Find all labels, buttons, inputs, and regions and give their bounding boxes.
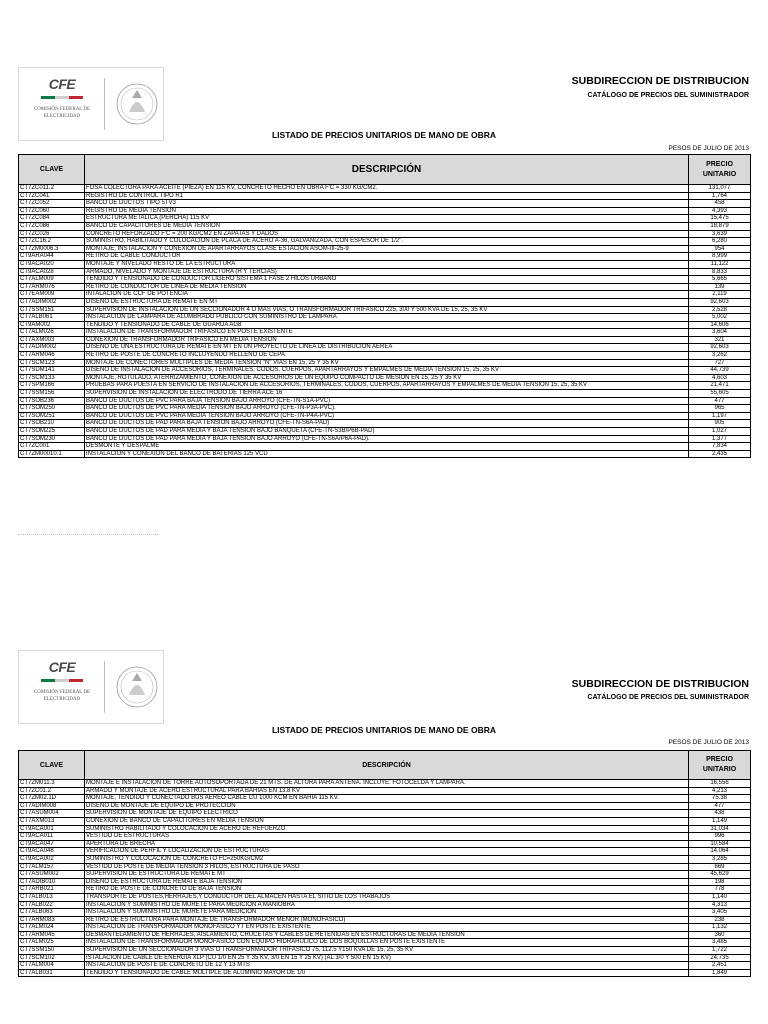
descripcion-cell: BANCO DE DUCTOS DE PVC PARA MEDIA TENSION BAJO ARROYO (CFE-TN-P3A-PVC). xyxy=(85,405,689,413)
descripcion-cell: RETIRO DE POSTE DE CONCRETO DE BAJA TENSION xyxy=(85,886,689,894)
precio-cell: 2,528 xyxy=(689,306,751,314)
clave-cell: CT7ARM083 xyxy=(19,916,85,924)
descripcion-cell: BANCO DE DUCTOS DE PAD PARA BAJA TENSION BAJO ARROYO (CFE-TN-S6A-PAD) xyxy=(85,420,689,428)
precio-cell: 10,584 xyxy=(689,840,751,848)
clave-cell: CT7ZC16.2 xyxy=(19,238,85,246)
clave-cell: CT7SOM250 xyxy=(19,405,85,413)
table-row xyxy=(19,306,751,314)
precio-cell: 778 xyxy=(689,886,751,894)
header-title: SUBDIRECCION DE DISTRIBUCION xyxy=(571,75,749,87)
precio-cell: 44,739 xyxy=(689,367,751,375)
precio-cell: 92,603 xyxy=(689,344,751,352)
table-row xyxy=(19,344,751,352)
table-row xyxy=(19,931,751,939)
table-row xyxy=(19,397,751,405)
precio-cell: 18,879 xyxy=(689,222,751,230)
national-seal-icon xyxy=(115,659,159,715)
precio-label: PRECIO xyxy=(706,756,733,763)
precio-cell: 131,077 xyxy=(689,185,751,193)
price-table xyxy=(18,154,751,458)
descripcion-cell: RETIRO DE POSTE DE CONCRETO INCLUYENDO RELLENO DE CEPA xyxy=(85,352,689,360)
clave-cell: CT7ZC086 xyxy=(19,222,85,230)
logo-divider xyxy=(104,78,105,130)
table-row xyxy=(19,443,751,451)
clave-cell: CT7ADIM002 xyxy=(19,344,85,352)
descripcion-cell: MONTAJE Y NIVELADO RESTO DE LA ESTRUCTURA xyxy=(85,260,689,268)
table-row xyxy=(19,969,751,977)
table-row xyxy=(19,253,751,261)
descripcion-cell: INSTALACIÓN DE TRANSFORMADOR MONOFASICO CON EQUIPO HIDRAHULICO DE DOS BOQUILLAS EN POSTE EXISTENTE xyxy=(85,939,689,947)
descripcion-cell: TENDIDO Y TENSIONADO DE CONDUCTOR LIGERO SISTEMA 1 FASE 2 HILOS URBANO xyxy=(85,276,689,284)
descripcion-cell: INSTALACION DE TRANSFORMADOR TRIFASICO EN POSTE EXISTENTE xyxy=(85,329,689,337)
descripcion-cell: MONTAJE, ROTULADO, ATERRIZAMIENTO, CONEXION DE ACCESORIOS DE UN EQUIPO COMPACTO DE MESION EN 15, 25 Y 35 KV xyxy=(85,374,689,382)
clave-cell: CT7SOM225 xyxy=(19,428,85,436)
clave-cell: CT7ADIM008 xyxy=(19,802,85,810)
clave-cell: CT7ALB031 xyxy=(19,969,85,977)
table-row xyxy=(19,314,751,322)
clave-cell: CT7SOM230 xyxy=(19,435,85,443)
descripcion-cell: BANCO DE DUCTOS DE PVC PARA MEDIA TENSION BAJO ARROYO (CFE-TN-P4A-PVC) xyxy=(85,412,689,420)
clave-cell: CT7SSM151 xyxy=(19,306,85,314)
clave-cell: CT7ZC084 xyxy=(19,215,85,223)
table-row xyxy=(19,855,751,863)
precio-cell: 92,603 xyxy=(689,298,751,306)
table-row xyxy=(19,283,751,291)
cfe-logo-text: CFE xyxy=(48,659,76,675)
clave-cell: CT7ZC060 xyxy=(19,207,85,215)
descripcion-cell: VESTIDO DE POSTE DE MEDIA TENSION 3 HILOS, ESTRUCTURA DE PASO xyxy=(85,863,689,871)
table-row xyxy=(19,420,751,428)
precio-cell: 1,377 xyxy=(689,435,751,443)
table-row xyxy=(19,428,751,436)
clave-cell: CT7ZC026 xyxy=(19,230,85,238)
clave-cell: CT7ALM009 xyxy=(19,276,85,284)
clave-cell: CT7SCM133 xyxy=(19,374,85,382)
table-row xyxy=(19,215,751,223)
precio-cell: 3,285 xyxy=(689,855,751,863)
precio-cell: 965 xyxy=(689,405,751,413)
table-row xyxy=(19,260,751,268)
clave-cell: CT7SOB210 xyxy=(19,420,85,428)
descripcion-cell: FOSA COLECTORA PARA ACEITE (PIEZA) EN 115 KV, CONCRETO HECHO EN OBRA F'C = 330 KG/CM2. xyxy=(85,185,689,193)
descripcion-cell: SUMINISTRO HABILITADO Y COLOCACION DE ACERO DE REFUERZO xyxy=(85,825,689,833)
clave-cell: CT9ACA011 xyxy=(19,833,85,841)
table-row xyxy=(19,412,751,420)
table-row xyxy=(19,893,751,901)
precio-cell: 16,556 xyxy=(689,780,751,788)
clave-header: CLAVE xyxy=(19,751,85,780)
descripcion-cell: DESMONTE Y DESPALME xyxy=(85,443,689,451)
precio-cell: 1,722 xyxy=(689,947,751,955)
precio-cell: 4,393 xyxy=(689,207,751,215)
precio-cell: 5,002 xyxy=(689,314,751,322)
descripcion-cell: RETIRO DE ESTRUCTURA PARA MONTAJE DE TRANSFORMADOR MENOR (MONOFASICO) xyxy=(85,916,689,924)
unitario-label: UNITARIO xyxy=(702,170,737,178)
clave-cell: CT7SOB236 xyxy=(19,397,85,405)
table-row xyxy=(19,848,751,856)
table-row xyxy=(19,886,751,894)
precio-cell: 2,119 xyxy=(689,291,751,299)
table-row xyxy=(19,359,751,367)
clave-cell: CT7ZC011.2 xyxy=(19,185,85,193)
table-row xyxy=(19,825,751,833)
precio-cell: 139 xyxy=(689,283,751,291)
descripcion-cell: INSTALACION Y CONEXION DEL BANCO DE BATERIAS 125 VCD xyxy=(85,450,689,458)
table-row xyxy=(19,390,751,398)
header-title: SUBDIRECCION DE DISTRIBUCION xyxy=(571,678,749,690)
descripcion-cell: DISENO DE ESTRUCTURA DE REMATE EN MT xyxy=(85,298,689,306)
logo-divider xyxy=(104,661,105,713)
clave-cell: CT7SCM123 xyxy=(19,359,85,367)
precio-cell: 321 xyxy=(689,336,751,344)
table-row xyxy=(19,924,751,932)
precio-cell: 198 xyxy=(689,878,751,886)
descripcion-cell: MONTAJE, INSTALACIÓN Y CONEXIÓN DE APARTARRAYOS CLASE ESTACIÓN ASOM-III-25-9 xyxy=(85,245,689,253)
descripcion-cell: VESTIDO DE ESTRUCTURAS xyxy=(85,833,689,841)
clave-cell: CT7ADIM002 xyxy=(19,298,85,306)
clave-cell: CT7ALB022 xyxy=(19,901,85,909)
descripcion-cell: ARMADO, NIVELADO Y MONTAJE DE ESTRUCTURA (H Y TERCIAS) xyxy=(85,268,689,276)
descripcion-cell: DISEÑO DE INSTALACIÓN DE ACCESORIOS, TERMINALES, CODOS, CUERPOS, APARTARRAYOS Y EMPALMES DE MEDIA TENSIÓN 15, 25, 35 KV xyxy=(85,367,689,375)
table-row xyxy=(19,298,751,306)
clave-header: CLAVE xyxy=(19,155,85,185)
clave-cell: CT7AXM003 xyxy=(19,336,85,344)
descripcion-cell: SUPERVISIÓN DE INSTALACIÓN DE ELECTRODO DE TIERRA ACE 16 xyxy=(85,390,689,398)
clave-cell: CT9ACA047 xyxy=(19,840,85,848)
clave-cell: CT7ALM025 xyxy=(19,939,85,947)
price-table-body xyxy=(19,185,751,458)
precio-label: PRECIO xyxy=(706,160,733,168)
table-row xyxy=(19,863,751,871)
table-row xyxy=(19,268,751,276)
table-row xyxy=(19,871,751,879)
descripcion-cell: ISTALACION DE CABLE DE ENERGÍA XLP (CU 1/0 EN 25 Y 35 KV, 3/0 EN 15 Y 25 KV) (AL 3/0 Y 500 EN 15 KV) xyxy=(85,954,689,962)
cfe-logo-stripe xyxy=(41,96,83,99)
descripcion-cell: REGISTRO DE MEDIA TENSION xyxy=(85,207,689,215)
cfe-logo-stripe xyxy=(41,679,83,682)
clave-cell: CT7SCM102 xyxy=(19,954,85,962)
clave-cell: CT7EAM009 xyxy=(19,291,85,299)
descripcion-cell: INSTALACION DE POSTE DE CONCRETO DE 12 Y 13 MTS xyxy=(85,962,689,970)
descripcion-cell: INSTALACION Y SUMINISTRO DE MURETE PARA MEDICION A MANIOBRA xyxy=(85,901,689,909)
precio-cell: 8,999 xyxy=(689,253,751,261)
table-row xyxy=(19,939,751,947)
clave-cell: CT9AM002 xyxy=(19,321,85,329)
clave-cell: CT7ARM045 xyxy=(19,931,85,939)
precio-cell: 21,471 xyxy=(689,382,751,390)
descripcion-cell: SUPERVISION DE MONTAJE DE EQUIPO ELECTRICO xyxy=(85,810,689,818)
clave-cell: CT7AXM013 xyxy=(19,817,85,825)
descripcion-cell: SUPERVISION DE ESTRUCTURA DE REMATE MT xyxy=(85,871,689,879)
precio-cell: 4,313 xyxy=(689,901,751,909)
descripcion-cell: BANCO DE DUCTOS DE PAD PARA MEDIA Y BAJA TENSION BAJO ARROYO (CFE-TN-S6A/P6A-PAD). xyxy=(85,435,689,443)
precio-cell: 6,280 xyxy=(689,238,751,246)
precio-cell: 11,122 xyxy=(689,260,751,268)
header-subtitle: CATÁLOGO DE PRECIOS DEL SUMINISTRADOR xyxy=(587,694,749,701)
precio-cell: 8,833 xyxy=(689,268,751,276)
precio-cell: 438 xyxy=(689,810,751,818)
page-footer-rule xyxy=(18,534,158,535)
precio-cell: 477 xyxy=(689,397,751,405)
cfe-logo-subtext: COMISIÓN FEDERAL DE ELECTRICIDAD xyxy=(33,107,91,119)
list-title: LISTADO DE PRECIOS UNITARIOS DE MANO DE OBRA xyxy=(271,725,496,735)
precio-cell: 458 xyxy=(689,200,751,208)
descripcion-cell: TENDIDO Y TENSIONADO DE CABLE MULTIPLE DE ALUMINIO MAYOR DE 1/0 xyxy=(85,969,689,977)
precio-cell: 1,132 xyxy=(689,924,751,932)
descripcion-cell: MONTAJE E INSTALACION DE TORRE AUTOSOPORTADA DE 21 MTS. DE ALTURA PARA ANTENA. INCLUYE: FOTOCELDA Y LAMPARA. xyxy=(85,780,689,788)
table-row xyxy=(19,909,751,917)
table-row xyxy=(19,795,751,803)
clave-cell: CT7ZM011.3 xyxy=(19,780,85,788)
clave-cell: CT7ZM02.1D xyxy=(19,795,85,803)
descripcion-cell: TRANSPORTE DE POSTES,HERRAJES,Y CONDUCTOR DEL ALMACEN HASTA EL SITIO DE LOS TRABAJOS xyxy=(85,893,689,901)
precio-cell: 2,435 xyxy=(689,450,751,458)
cfe-logo-text: CFE xyxy=(48,76,76,92)
descripcion-cell: CONEXION DE TRANSFORMADOR TRIFASICO EN MEDIA TENSION xyxy=(85,336,689,344)
table-row xyxy=(19,238,751,246)
precio-cell: 3,604 xyxy=(689,329,751,337)
descripcion-cell: APERTURA DE BRECHA xyxy=(85,840,689,848)
table-row xyxy=(19,962,751,970)
cfe-logo-subtext: COMISIÓN FEDERAL DE ELECTRICIDAD xyxy=(33,690,91,702)
table-row xyxy=(19,382,751,390)
precio-cell: 24,735 xyxy=(689,954,751,962)
precio-cell: 3,262 xyxy=(689,352,751,360)
precio-unitario-header xyxy=(689,155,751,185)
precio-cell: 14,064 xyxy=(689,848,751,856)
table-row xyxy=(19,840,751,848)
descripcion-cell: REGISTRO DE CONTROL TIPO R1 xyxy=(85,192,689,200)
clave-cell: CT9ACA028 xyxy=(19,268,85,276)
descripcion-cell: INSTALACIÓN DE LÁMPARA DE ALUMBRADO PÚBLICO CON SUMINISTRO DE LÁMPARA xyxy=(85,314,689,322)
descripcion-cell: BANCO DE CAPACITORES DE MEDIA TENSION xyxy=(85,222,689,230)
clave-cell: CT9ACA001 xyxy=(19,825,85,833)
precio-cell: 1,027 xyxy=(689,428,751,436)
descripcion-cell: VERIFICACION DE PERFIL Y LOCALIZACION DE ESTRUCTURAS xyxy=(85,848,689,856)
table-row xyxy=(19,352,751,360)
precio-cell: 3,485 xyxy=(689,939,751,947)
clave-cell: CT7ALB013 xyxy=(19,893,85,901)
national-seal-icon xyxy=(115,76,159,132)
table-row xyxy=(19,200,751,208)
clave-cell: CT7ALM026 xyxy=(19,329,85,337)
table-row xyxy=(19,817,751,825)
descripcion-cell: SUMINISTRO Y COLOCACION DE CONCRETO FC=250KG/CM2 xyxy=(85,855,689,863)
descripcion-cell: RETIRO DE CABLE CONDUCTOR xyxy=(85,253,689,261)
table-row xyxy=(19,222,751,230)
descripcion-cell: DISENO DE UNA ESTRUCTURA DE REMATE EN MT EN UN PROYECTO DE LINEA DE DISTRIBUCION AEREA xyxy=(85,344,689,352)
table-row xyxy=(19,878,751,886)
clave-cell: CT7ZC041 xyxy=(19,192,85,200)
precio-cell: 14,606 xyxy=(689,321,751,329)
precio-cell: 2,451 xyxy=(689,962,751,970)
precio-cell: 5,665 xyxy=(689,276,751,284)
clave-cell: CT7ZC001 xyxy=(19,443,85,451)
clave-cell: CT7ASUM004 xyxy=(19,810,85,818)
table-row xyxy=(19,435,751,443)
clave-cell: CT7ZM00010.1 xyxy=(19,450,85,458)
descripcion-header: DESCRIPCIÓN xyxy=(85,751,689,780)
clave-cell: CT7SSM150 xyxy=(19,947,85,955)
descripcion-cell: SUPERVISION DE UN SECCIONADOR 3 VIAS O TRANSFORMADOR TRIFASICO 75, 112.5 Y150 KVA DE 15, 25, 35 KV xyxy=(85,947,689,955)
table-row xyxy=(19,374,751,382)
clave-cell: CT7SDM141 xyxy=(19,367,85,375)
unitario-label: UNITARIO xyxy=(702,766,737,773)
table-row xyxy=(19,207,751,215)
clave-cell: CT7SPM166 xyxy=(19,382,85,390)
descripcion-cell: CONCRETO REFORZADO F'C = 200 KG/CM2 EN ZAPATAS Y DADOS xyxy=(85,230,689,238)
clave-cell: CT9ACA002 xyxy=(19,855,85,863)
precio-cell: 360 xyxy=(689,931,751,939)
clave-cell: CT7ASUM002 xyxy=(19,871,85,879)
table-row xyxy=(19,916,751,924)
clave-cell: CT9ARA044 xyxy=(19,253,85,261)
precio-cell: 1,764 xyxy=(689,192,751,200)
precio-cell: 45,629 xyxy=(689,871,751,879)
table-row xyxy=(19,367,751,375)
cfe-logo xyxy=(18,650,164,724)
table-row xyxy=(19,405,751,413)
price-date-label: PESOS DE JULIO DE 2013 xyxy=(668,739,749,746)
clave-cell: CT7ARM046 xyxy=(19,352,85,360)
descripcion-cell: SUPERVISION DE INSTALACION DE UN SECCIONADOR 4 O MAS VIAS, O TRANSFORMADOR TRIFASICO 225, 300 Y 500 KVA DE 15, 25, 35 KV xyxy=(85,306,689,314)
precio-cell: 905 xyxy=(689,420,751,428)
descripcion-header: DESCRIPCIÓN xyxy=(85,155,689,185)
precio-cell: 238 xyxy=(689,916,751,924)
precio-cell: 7,834 xyxy=(689,443,751,451)
descripcion-cell: RETIRO DE CONDUCTOR DE LINEA DE MEDIA TENSION xyxy=(85,283,689,291)
precio-cell: 4,603 xyxy=(689,374,751,382)
table-row xyxy=(19,329,751,337)
precio-cell: 477 xyxy=(689,802,751,810)
descripcion-cell: BANCO DE DUCTOS TIPO 5TV3 xyxy=(85,200,689,208)
table-row xyxy=(19,450,751,458)
descripcion-cell: CONEXION DE BANCO DE CAPACITORES EN MEDIA TENSION xyxy=(85,817,689,825)
descripcion-cell: DESMANTELAMIENTO DE HERRAJES, AISLAMIENTO, CRUCETAS Y CABLES DE RETENIDAS EN ESTRUCTURAS DE MEDIA TENSION xyxy=(85,931,689,939)
precio-cell: 669 xyxy=(689,863,751,871)
precio-cell: 3,639 xyxy=(689,230,751,238)
table-row xyxy=(19,833,751,841)
descripcion-cell: DISEÑO DE ESTRUCTURA DE REMATE BAJA TENSION xyxy=(85,878,689,886)
precio-cell: 954 xyxy=(689,245,751,253)
clave-cell: CT7SOM251 xyxy=(19,412,85,420)
header-subtitle: CATÁLOGO DE PRECIOS DEL SUMINISTRADOR xyxy=(587,92,749,99)
precio-cell: 15,475 xyxy=(689,215,751,223)
clave-cell: CT7ZC052 xyxy=(19,200,85,208)
descripcion-cell: BANCO DE DUCTOS DE PVC PARA BAJA TENSION BAJO ARROYO (CFE-TN-S1A-PVC) xyxy=(85,397,689,405)
table-row xyxy=(19,291,751,299)
precio-unitario-header xyxy=(689,751,751,780)
descripcion-cell: INSTALACION Y SUMINISTRO DE MURETE PARA MEDICIÓN xyxy=(85,909,689,917)
table-row xyxy=(19,810,751,818)
precio-cell: 55,605 xyxy=(689,390,751,398)
clave-cell: CT7ALM157 xyxy=(19,863,85,871)
clave-cell: CT7ZC01.2 xyxy=(19,787,85,795)
precio-cell: 3,405 xyxy=(689,909,751,917)
precio-cell: 1,140 xyxy=(689,893,751,901)
clave-cell: CT7SSM156 xyxy=(19,390,85,398)
table-row xyxy=(19,321,751,329)
table-row xyxy=(19,185,751,193)
table-row xyxy=(19,901,751,909)
descripcion-cell: BANCO DE DUCTOS DE PAD PARA MEDIA Y BAJA TENSION BAJO BANQUETA (CFE-TN-S3B/P6B-PAD) xyxy=(85,428,689,436)
table-row xyxy=(19,230,751,238)
precio-cell: 1,197 xyxy=(689,412,751,420)
descripcion-cell: INTALACION DE CCF DE POTENCIA xyxy=(85,291,689,299)
precio-cell: 75.38 xyxy=(689,795,751,803)
clave-cell: CT7ARM076 xyxy=(19,283,85,291)
table-row xyxy=(19,780,751,788)
descripcion-cell: ESTRUCTURA METALICA (PERCHA) 115 KV xyxy=(85,215,689,223)
precio-cell: 996 xyxy=(689,833,751,841)
descripcion-cell: MONTAJE DE CONECTORES MULTIPLES DE MEDIA TENSION "N" VIAS EN 15, 25 Y 35 KV xyxy=(85,359,689,367)
table-row xyxy=(19,245,751,253)
descripcion-cell: DISEÑO DE MONTAJE DE EQUIPO DE PROTECCION xyxy=(85,802,689,810)
clave-cell: CT7ARB021 xyxy=(19,886,85,894)
table-row xyxy=(19,192,751,200)
price-table-body xyxy=(19,780,751,977)
precio-cell: 727 xyxy=(689,359,751,367)
descripcion-cell: MONTAJE, TENDIDO Y CONECTADO BUS AEREO CABLE CU 1000 KCM EN BAHIA 115 KV. xyxy=(85,795,689,803)
clave-cell: CT7ALB061 xyxy=(19,314,85,322)
table-row xyxy=(19,276,751,284)
price-table xyxy=(18,750,751,977)
clave-cell: CT9ACA020 xyxy=(19,260,85,268)
precio-cell: 1,149 xyxy=(689,817,751,825)
descripcion-cell: ARMADO Y MONTAJE DE ACERO ESTRUCTURAL PARA BAHIAS EN 13.8 KV xyxy=(85,787,689,795)
list-title: LISTADO DE PRECIOS UNITARIOS DE MANO DE OBRA xyxy=(271,130,496,140)
descripcion-cell: PRUEBAS PARA PUESTA EN SERVICIO DE INSTALACION DE ACCESORIOS, TERMINALES, CODOS, CUERPOS, APARTARRAYOS Y EMPALMES DE MEDIA TENSION 15, 25, 35 KV xyxy=(85,382,689,390)
precio-cell: 4,213 xyxy=(689,787,751,795)
precio-cell: 1,849 xyxy=(689,969,751,977)
table-row xyxy=(19,787,751,795)
clave-cell: CT7ADIB010 xyxy=(19,878,85,886)
clave-cell: CT7ZM0006.3 xyxy=(19,245,85,253)
clave-cell: CT7ALM024 xyxy=(19,924,85,932)
precio-cell: 31,034 xyxy=(689,825,751,833)
descripcion-cell: SUMINISTRO, HABILITADO Y COLOCACION DE PLACA DE ACERO A-36, GALVANIZADA, CON ESPESOR DE 1/2". xyxy=(85,238,689,246)
descripcion-cell: TENDIDO Y TENSIONADO DE CABLE DE GUARDA AG8 xyxy=(85,321,689,329)
table-row xyxy=(19,336,751,344)
clave-cell: CT9ACA048 xyxy=(19,848,85,856)
table-row xyxy=(19,802,751,810)
clave-cell: CT7ALB063 xyxy=(19,909,85,917)
descripcion-cell: INSTALACION DE TRANSFORMADOR MONOFASICO YT EN POSTE EXISTENTE xyxy=(85,924,689,932)
clave-cell: CT7ALM004 xyxy=(19,962,85,970)
table-row xyxy=(19,954,751,962)
price-date-label: PESOS DE JULIO DE 2013 xyxy=(668,145,749,152)
table-row xyxy=(19,947,751,955)
